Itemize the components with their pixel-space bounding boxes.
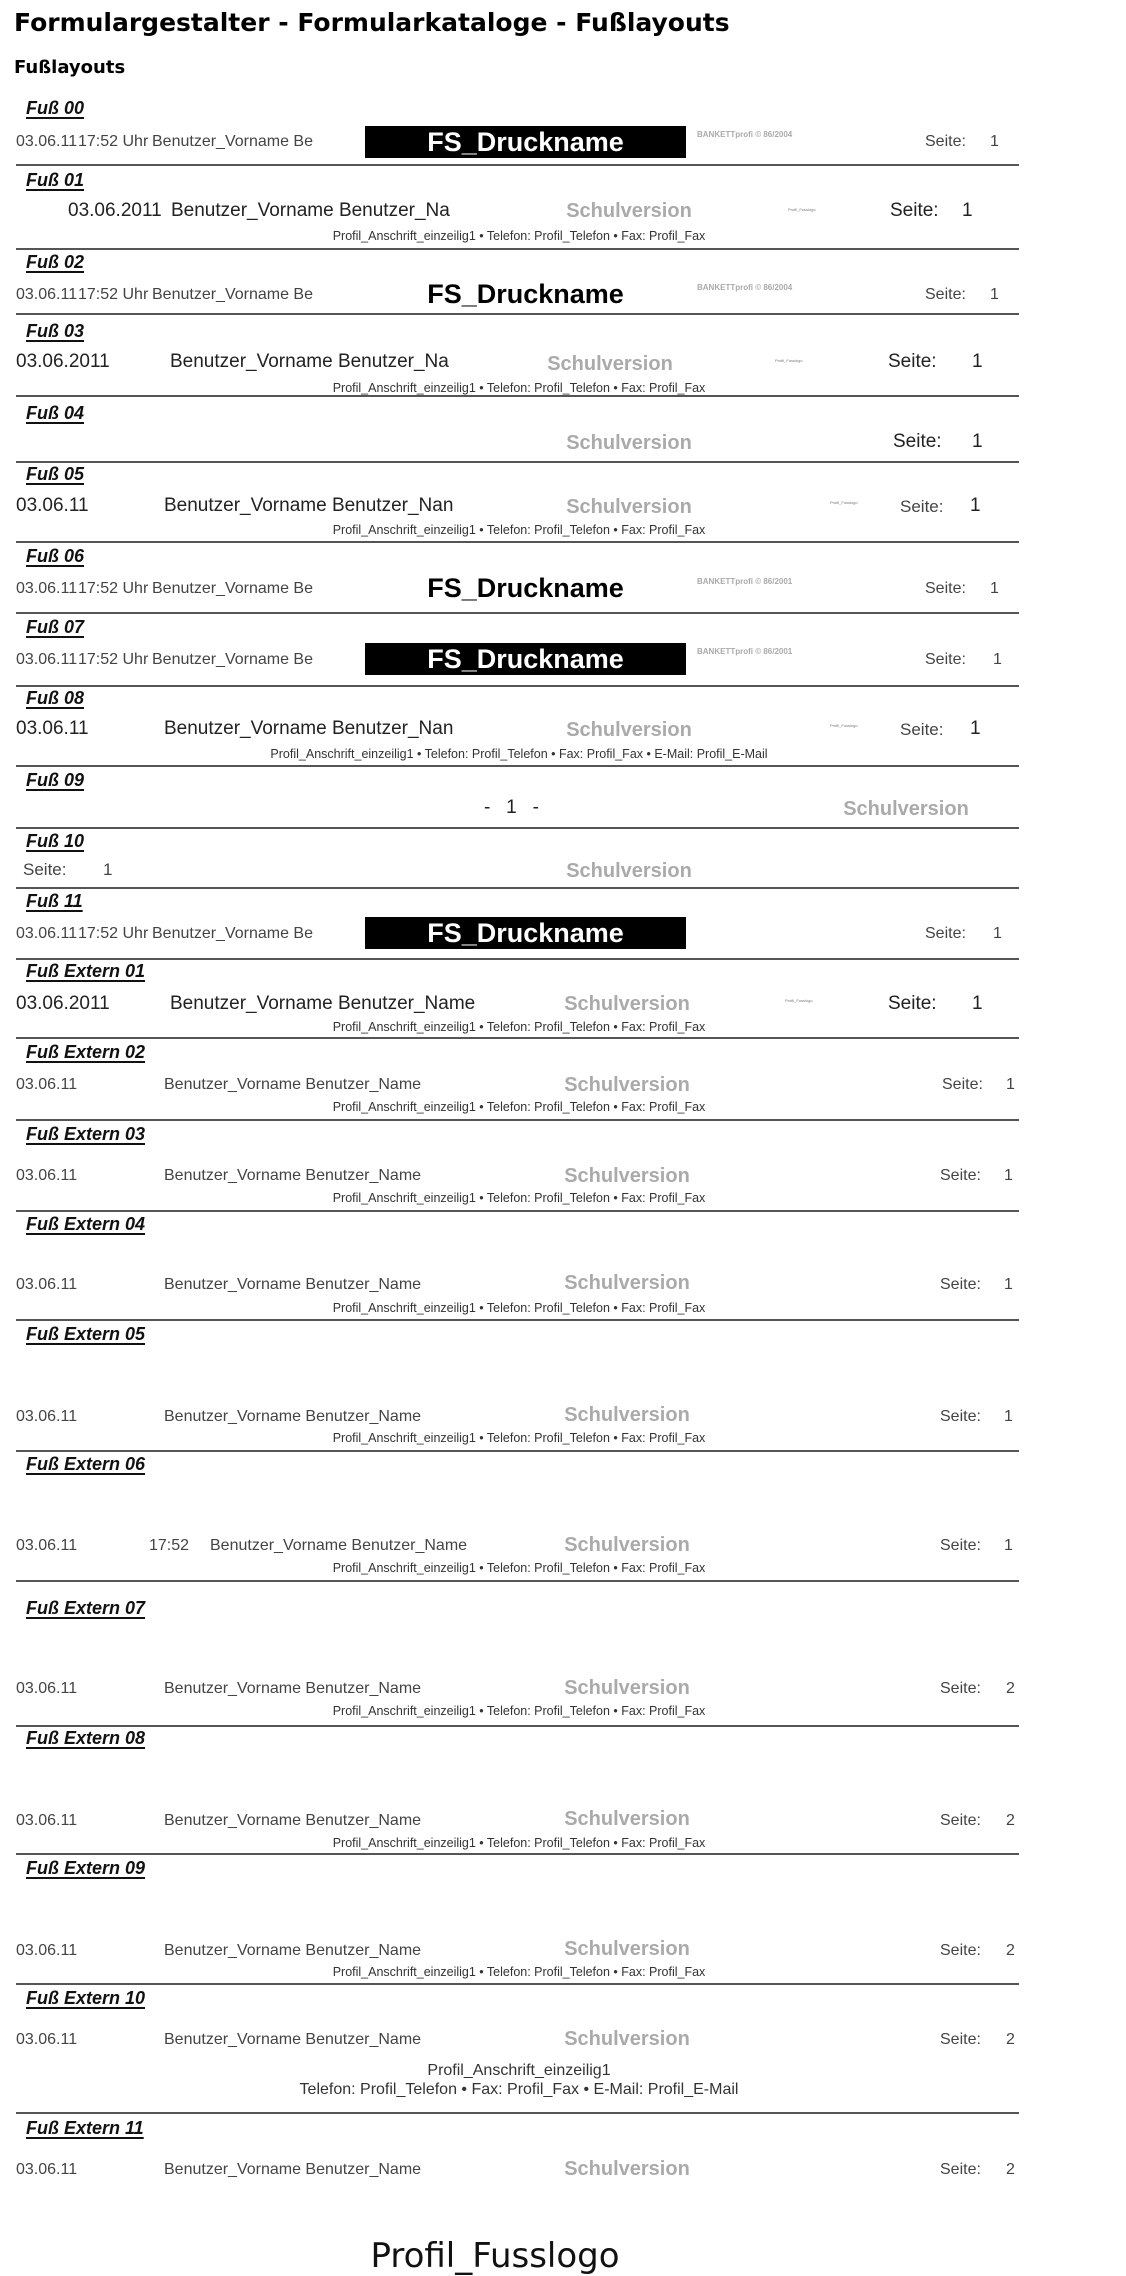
time: 17:52 (149, 1537, 190, 1554)
page-label: Seite: (940, 1408, 981, 1425)
user-name: Benutzer_Vorname Benutzer_Name (164, 1167, 422, 1184)
watermark: Schulversion (564, 1534, 690, 1556)
page-label: Seite: (925, 651, 966, 668)
date: 03.06.2011 (16, 351, 110, 372)
divider (16, 765, 1019, 767)
divider (16, 395, 1019, 397)
druckname-box: FS_Druckname (365, 126, 686, 158)
divider (16, 2112, 1019, 2114)
divider (16, 1580, 1019, 1582)
watermark: Schulversion (564, 1165, 690, 1187)
page-number: 1 (1006, 1076, 1015, 1093)
footer-label: Fuß 02 (26, 252, 85, 272)
date: 03.06.11 (16, 1076, 78, 1093)
footer-label: Fuß Extern 06 (26, 1454, 146, 1474)
divider (16, 612, 1019, 614)
fusslogo-placeholder: Profil_Fusslogo (830, 500, 858, 505)
fusslogo-placeholder: Profil_Fusslogo (785, 998, 813, 1003)
page-number: 1 (972, 351, 983, 372)
user-name: Benutzer_Vorname Benutzer_Na (170, 351, 449, 372)
page-label: Seite: (940, 1812, 981, 1829)
watermark: Schulversion (564, 1808, 690, 1830)
page-number: 1 (972, 993, 983, 1014)
watermark: Schulversion (566, 860, 692, 882)
footer-label: Fuß 09 (26, 770, 85, 790)
user-name: Benutzer_Vorname Benutzer_Nan (164, 718, 454, 739)
footer-label: Fuß 05 (26, 464, 85, 484)
watermark: Schulversion (566, 432, 692, 454)
copyright: BANKETTprofi © 86/2004 (697, 283, 793, 292)
footer-label: Fuß Extern 09 (26, 1858, 146, 1878)
divider (16, 461, 1019, 463)
date: 03.06.11 (16, 1276, 78, 1293)
date: 03.06.11 (16, 1167, 78, 1184)
watermark: Schulversion (566, 496, 692, 518)
user-name: Benutzer_Vorname Benutzer_Name (164, 1408, 422, 1425)
time: 17:52 Uhr (78, 580, 149, 597)
watermark: Schulversion (564, 2158, 690, 2180)
date: 03.06.11 (16, 1408, 78, 1425)
watermark: Schulversion (564, 1677, 690, 1699)
page-number: 1 (1004, 1167, 1013, 1184)
user-name: Benutzer_Vorname Be (152, 651, 313, 668)
address-line: Profil_Anschrift_einzeilig1 • Telefon: Profil_Telefon • Fax: Profil_Fax (332, 1836, 706, 1850)
watermark: Schulversion (564, 2028, 690, 2050)
page-title: Formulargestalter - Formularkataloge - Fußlayouts (14, 8, 730, 37)
address-line: Profil_Anschrift_einzeilig1 • Telefon: Profil_Telefon • Fax: Profil_Fax (332, 229, 706, 243)
address-line-2: Telefon: Profil_Telefon • Fax: Profil_Fax • E-Mail: Profil_E-Mail (299, 2081, 739, 2098)
page-label: Seite: (925, 286, 966, 303)
date: 03.06.11 (16, 2031, 78, 2048)
address-line: Profil_Anschrift_einzeilig1 • Telefon: Profil_Telefon • Fax: Profil_Fax (332, 1704, 706, 1718)
page-label: Seite: (900, 720, 944, 739)
watermark: Schulversion (564, 1074, 690, 1096)
watermark: Schulversion (564, 1272, 690, 1294)
date: 03.06.2011 (16, 993, 110, 1014)
copyright: BANKETTprofi © 86/2001 (697, 577, 793, 586)
copyright: BANKETTprofi © 86/2004 (697, 130, 793, 139)
divider (16, 1450, 1019, 1452)
date: 03.06.11 (16, 2161, 78, 2178)
page-label: Seite: (940, 2031, 981, 2048)
address-line: Profil_Anschrift_einzeilig1 • Telefon: Profil_Telefon • Fax: Profil_Fax (332, 523, 706, 537)
page-number: 1 (993, 925, 1002, 942)
druckname-box: FS_Druckname (365, 917, 686, 949)
page-label: Seite: (925, 580, 966, 597)
divider (16, 958, 1019, 960)
fusslogo-placeholder: Profil_Fusslogo (788, 207, 816, 212)
page-number: 1 (990, 580, 999, 597)
date: 03.06.11 (16, 495, 89, 516)
footer-label: Fuß 10 (26, 831, 85, 851)
time: 17:52 Uhr (78, 651, 149, 668)
address-line: Profil_Anschrift_einzeilig1 • Telefon: Profil_Telefon • Fax: Profil_Fax • E-Mail: Profil_E-Mail (270, 747, 768, 761)
divider (16, 313, 1019, 315)
user-name: Benutzer_Vorname Be (152, 286, 313, 303)
footer-label: Fuß 00 (26, 98, 85, 118)
date: 03.06.11 (16, 1537, 78, 1554)
divider (16, 1210, 1019, 1212)
footer-label: Fuß 01 (26, 170, 85, 190)
address-line: Profil_Anschrift_einzeilig1 • Telefon: Profil_Telefon • Fax: Profil_Fax (332, 1301, 706, 1315)
footer-label: Fuß 06 (26, 546, 85, 566)
time: 17:52 Uhr (78, 286, 149, 303)
page-number: 1 (993, 651, 1002, 668)
user-name: Benutzer_Vorname Benutzer_Name (164, 1942, 422, 1959)
date: 03.06.11 (16, 1812, 78, 1829)
druckname: FS_Druckname (427, 573, 624, 603)
address-line: Profil_Anschrift_einzeilig1 • Telefon: Profil_Telefon • Fax: Profil_Fax (332, 1561, 706, 1575)
page-number: 2 (1006, 1680, 1015, 1697)
watermark: Schulversion (566, 719, 692, 741)
divider (16, 1119, 1019, 1121)
page-label: Seite: (940, 1276, 981, 1293)
watermark: Schulversion (564, 1404, 690, 1426)
footer-label: Fuß Extern 03 (26, 1124, 146, 1144)
time: 17:52 Uhr (78, 925, 149, 942)
divider (16, 248, 1019, 250)
address-line-1: Profil_Anschrift_einzeilig1 (427, 2062, 611, 2079)
watermark: Schulversion (566, 200, 692, 222)
divider (16, 1983, 1019, 1985)
user-name: Benutzer_Vorname Be (152, 925, 313, 942)
druckname-box: FS_Druckname (365, 643, 686, 675)
user-name: Benutzer_Vorname Be (152, 580, 313, 597)
page-number: 1 (990, 133, 999, 150)
date: 03.06.11 (16, 925, 78, 942)
druckname: FS_Druckname (427, 279, 624, 309)
page-number: 1 (103, 860, 113, 879)
page-number: 2 (1006, 2161, 1015, 2178)
date: 03.06.11 (16, 286, 78, 303)
page-number: 1 (1004, 1537, 1013, 1554)
page-label: Seite: (940, 1942, 981, 1959)
footer-logo: Profil_Fusslogo (370, 2236, 620, 2276)
divider (16, 541, 1019, 543)
date: 03.06.11 (16, 580, 78, 597)
copyright: BANKETTprofi © 86/2001 (697, 647, 793, 656)
page-number: 1 (970, 718, 981, 739)
page-label: Seite: (900, 497, 944, 516)
page-label: Seite: (888, 351, 937, 372)
user-name: Benutzer_Vorname Benutzer_Name (170, 993, 476, 1014)
divider (16, 1037, 1019, 1039)
footer-label: Fuß Extern 05 (26, 1324, 146, 1344)
divider (16, 887, 1019, 889)
page-label: Seite: (940, 1167, 981, 1184)
address-line: Profil_Anschrift_einzeilig1 • Telefon: Profil_Telefon • Fax: Profil_Fax (332, 1431, 706, 1445)
footer-label: Fuß 11 (26, 891, 83, 911)
page-label: Seite: (925, 133, 966, 150)
watermark: Schulversion (843, 798, 969, 820)
user-name: Benutzer_Vorname Benutzer_Name (164, 1812, 422, 1829)
date: 03.06.11 (16, 651, 78, 668)
user-name: Benutzer_Vorname Benutzer_Name (164, 1076, 422, 1093)
fusslogo-placeholder: Profil_Fusslogo (775, 358, 803, 363)
address-line: Profil_Anschrift_einzeilig1 • Telefon: Profil_Telefon • Fax: Profil_Fax (332, 381, 706, 395)
page-number: 1 (972, 431, 983, 452)
footer-label: Fuß Extern 04 (26, 1214, 146, 1234)
date: 03.06.11 (16, 718, 89, 739)
footer-label: Fuß Extern 10 (26, 1988, 146, 2008)
divider (16, 827, 1019, 829)
page-number: 2 (1006, 1812, 1015, 1829)
watermark: Schulversion (547, 353, 673, 375)
watermark: Schulversion (564, 1938, 690, 1960)
date: 03.06.2011 (68, 200, 162, 221)
page-label: Seite: (888, 993, 937, 1014)
address-line: Profil_Anschrift_einzeilig1 • Telefon: Profil_Telefon • Fax: Profil_Fax (332, 1100, 706, 1114)
page-label: Seite: (23, 860, 67, 879)
user-name: Benutzer_Vorname Benutzer_Name (164, 2031, 422, 2048)
user-name: Benutzer_Vorname Be (152, 133, 313, 150)
page-number: 1 (1004, 1276, 1013, 1293)
date: 03.06.11 (16, 1680, 78, 1697)
page-label: Seite: (925, 925, 966, 942)
divider (16, 685, 1019, 687)
user-name: Benutzer_Vorname Benutzer_Nan (164, 495, 454, 516)
page-number: 2 (1006, 1942, 1015, 1959)
page-number: 1 (970, 495, 981, 516)
address-line: Profil_Anschrift_einzeilig1 • Telefon: Profil_Telefon • Fax: Profil_Fax (332, 1965, 706, 1979)
address-line: Profil_Anschrift_einzeilig1 • Telefon: Profil_Telefon • Fax: Profil_Fax (332, 1020, 706, 1034)
footer-label: Fuß Extern 08 (26, 1728, 146, 1748)
divider (16, 1725, 1019, 1727)
user-name: Benutzer_Vorname Benutzer_Na (171, 200, 450, 221)
footer-label: Fuß Extern 07 (26, 1598, 146, 1618)
user-name: Benutzer_Vorname Benutzer_Name (164, 1276, 422, 1293)
footer-label: Fuß 07 (26, 617, 85, 637)
page-label: Seite: (940, 1537, 981, 1554)
divider (16, 1853, 1019, 1855)
page-label: Seite: (940, 1680, 981, 1697)
user-name: Benutzer_Vorname Benutzer_Name (210, 1537, 468, 1554)
date: 03.06.11 (16, 1942, 78, 1959)
fusslogo-placeholder: Profil_Fusslogo (830, 723, 858, 728)
divider (16, 164, 1019, 166)
page-label: Seite: (893, 431, 942, 452)
footer-label: Fuß Extern 11 (26, 2118, 144, 2138)
user-name: Benutzer_Vorname Benutzer_Name (164, 1680, 422, 1697)
footer-label: Fuß Extern 02 (26, 1042, 146, 1062)
section-heading: Fußlayouts (14, 57, 126, 78)
divider (16, 1319, 1019, 1321)
footer-label: Fuß 04 (26, 403, 85, 423)
watermark: Schulversion (564, 993, 690, 1015)
page-number-centered: - 1 - (484, 797, 539, 818)
time: 17:52 Uhr (78, 133, 149, 150)
footer-label: Fuß Extern 01 (26, 961, 146, 981)
page-label: Seite: (890, 200, 939, 221)
page-number: 1 (962, 200, 973, 221)
date: 03.06.11 (16, 133, 78, 150)
page-number: 2 (1006, 2031, 1015, 2048)
page-label: Seite: (942, 1076, 983, 1093)
user-name: Benutzer_Vorname Benutzer_Name (164, 2161, 422, 2178)
address-line: Profil_Anschrift_einzeilig1 • Telefon: Profil_Telefon • Fax: Profil_Fax (332, 1191, 706, 1205)
footer-label: Fuß 03 (26, 321, 85, 341)
footer-label: Fuß 08 (26, 688, 85, 708)
page-number: 1 (990, 286, 999, 303)
page-number: 1 (1004, 1408, 1013, 1425)
page-label: Seite: (940, 2161, 981, 2178)
